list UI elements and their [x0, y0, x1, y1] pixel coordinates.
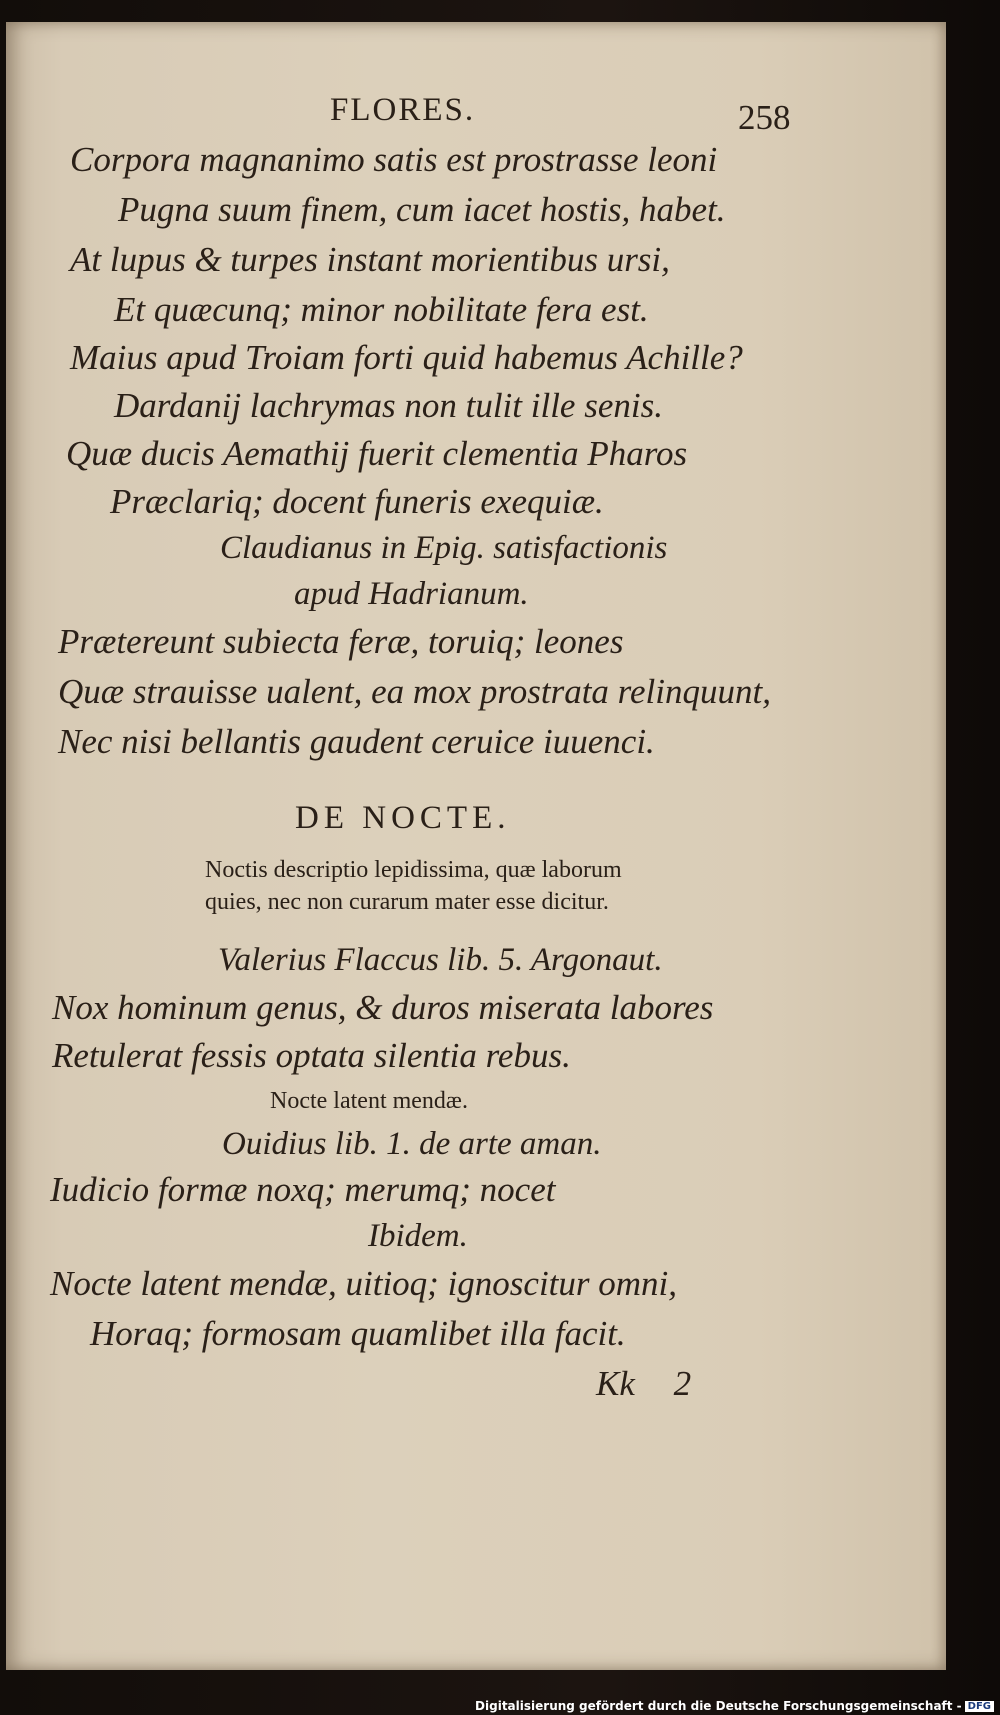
source-citation: Claudianus in Epig. satisfactionis	[220, 530, 668, 566]
section-description: Noctis descriptio lepidissima, quæ laborum	[205, 857, 622, 883]
verse-line: Maius apud Troiam forti quid habemus Achille?	[70, 338, 743, 377]
source-citation: Ouidius lib. 1. de arte aman.	[222, 1126, 602, 1162]
section-description: quies, nec non curarum mater esse dicitur.	[205, 889, 609, 915]
verse-line: At lupus & turpes instant morientibus ursi,	[70, 240, 670, 279]
verse-line: Horaq; formosam quamlibet illa facit.	[90, 1314, 626, 1353]
credit-text: Digitalisierung gefördert durch die Deutsche Forschungsgemeinschaft -	[475, 1699, 962, 1713]
digitization-credit	[475, 1699, 994, 1713]
source-citation: Ibidem.	[368, 1218, 468, 1254]
verse-line: Iudicio formæ noxq; merumq; nocet	[50, 1170, 556, 1209]
verse-line: Retulerat fessis optata silentia rebus.	[52, 1036, 571, 1075]
verse-line: Nec nisi bellantis gaudent ceruice iuuenci.	[58, 722, 655, 761]
verse-line: Præclariq; docent funeris exequiæ.	[110, 482, 604, 521]
verse-line: Corpora magnanimo satis est prostrasse leoni	[70, 140, 718, 179]
verse-line: Pugna suum finem, cum iacet hostis, habet.	[118, 190, 726, 229]
dfg-logo: DFG	[965, 1701, 994, 1712]
verse-line: Nox hominum genus, & duros miserata labores	[52, 988, 714, 1027]
verse-line: Prætereunt subiecta feræ, toruiq; leones	[58, 622, 624, 661]
page-number: 258	[738, 98, 791, 137]
source-citation: apud Hadrianum.	[294, 576, 529, 612]
verse-line: Quæ ducis Aemathij fuerit clementia Pharos	[66, 434, 688, 473]
verse-line: Et quæcunq; minor nobilitate fera est.	[114, 290, 649, 329]
section-description: Nocte latent mendæ.	[270, 1088, 468, 1114]
source-citation: Valerius Flaccus lib. 5. Argonaut.	[218, 942, 663, 978]
running-header: FLORES.	[330, 92, 476, 128]
verse-line: Dardanij lachrymas non tulit ille senis.	[114, 386, 663, 425]
signature-mark: Kk 2	[596, 1364, 692, 1403]
section-heading: DE NOCTE.	[295, 800, 511, 836]
verse-line: Nocte latent mendæ, uitioq; ignoscitur omni,	[50, 1264, 678, 1303]
verse-line: Quæ strauisse ualent, ea mox prostrata relinquunt,	[58, 672, 771, 711]
